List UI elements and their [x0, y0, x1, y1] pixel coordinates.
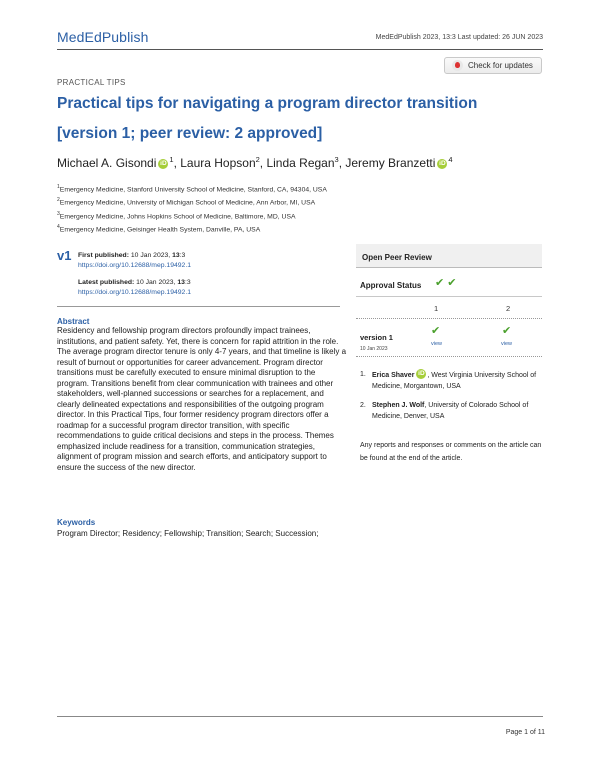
orcid-icon[interactable]: iD — [439, 160, 446, 167]
article-title: Practical tips for navigating a program director transition — [57, 95, 478, 112]
reviewer-number: 2. — [360, 402, 366, 409]
keywords-heading: Keywords — [57, 518, 96, 527]
reviewer-name[interactable]: Stephen J. Wolf — [372, 402, 425, 409]
reviewer-number: 1. — [360, 371, 366, 378]
reviewer-details — [372, 400, 542, 422]
affiliations — [57, 182, 327, 235]
footer-divider — [57, 716, 543, 717]
table-divider — [356, 318, 542, 319]
reviewer-2-view-link[interactable]: view — [501, 341, 513, 347]
panel-divider — [356, 296, 542, 297]
reports-note: Any reports and responses or comments on the article can be found at the end of the article. — [360, 442, 542, 462]
reviewer-list — [360, 369, 542, 430]
check-for-updates-label: Check for updates — [468, 61, 533, 70]
latest-published-doi-link[interactable]: https://doi.org/10.12688/mep.19492.1 — [78, 288, 191, 296]
affiliation-text: Emergency Medicine, Stanford University School of Medicine, Stanford, CA, 94304, USA — [59, 186, 327, 194]
first-published-label: First published: — [78, 252, 129, 259]
orcid-icon[interactable]: iD — [418, 370, 425, 377]
reviewer-name[interactable]: Erica Shaver — [372, 372, 415, 379]
affiliation-marker: 1 — [57, 184, 60, 190]
reviewer-2-approved-icon: ✔ — [502, 325, 512, 337]
affiliation-text: Emergency Medicine, University of Michigan School of Medicine, Ann Arbor, MI, USA — [59, 199, 316, 207]
affiliation-text: Emergency Medicine, Geisinger Health System, Danville, PA, USA — [59, 226, 261, 234]
latest-published-issue: :3 — [184, 279, 191, 286]
reviewer-item — [360, 400, 542, 422]
journal-citation: MedEdPublish 2023, 13:3 Last updated: 26 JUN 2023 — [375, 34, 543, 41]
affiliation-line — [57, 182, 327, 195]
affiliation-marker: 3 — [57, 210, 60, 217]
author-affiliation-marker: 3 — [334, 155, 339, 164]
header-divider — [57, 49, 543, 50]
reviewer-details — [372, 369, 542, 392]
affiliation-marker: 4 — [57, 223, 60, 230]
journal-brand[interactable]: MedEdPublish — [57, 29, 149, 45]
latest-published-label: Latest published: — [78, 279, 135, 286]
author-name[interactable]: Linda Regan — [266, 156, 335, 170]
author-affiliation-marker: 4 — [448, 155, 453, 164]
review-version-date: 10 Jan 2023 — [360, 346, 388, 352]
first-published-volume: 13 — [172, 252, 180, 259]
section-divider — [57, 306, 340, 307]
publication-info — [78, 251, 191, 297]
author-separator: , — [173, 156, 181, 170]
abstract-heading: Abstract — [57, 317, 90, 326]
author-name[interactable]: Laura Hopson — [180, 156, 256, 170]
table-divider — [356, 356, 542, 357]
crossmark-icon — [452, 60, 463, 71]
first-published-date: 10 Jan 2023, — [128, 252, 173, 259]
orcid-icon[interactable]: iD — [160, 160, 167, 167]
author-separator: , — [338, 156, 346, 170]
open-peer-review-heading: Open Peer Review — [356, 244, 542, 267]
reviewer-1-approved-icon: ✔ — [431, 325, 441, 337]
author-name[interactable]: Jeremy Branzetti — [345, 156, 436, 170]
article-type: PRACTICAL TIPS — [57, 78, 126, 87]
approval-status-label: Approval Status — [360, 281, 422, 290]
reviewer-column-1: 1 — [434, 304, 439, 313]
author-affiliation-marker: 1 — [169, 155, 174, 164]
reviewer-1-view-link[interactable]: view — [431, 341, 443, 347]
keywords-text: Program Director; Residency; Fellowship; Transition; Search; Succession; — [57, 529, 319, 538]
panel-divider — [356, 267, 542, 268]
first-published-issue: :3 — [179, 252, 186, 259]
review-version-label: version 1 — [360, 333, 393, 342]
approved-check-icons: ✔ ✔ — [435, 277, 457, 289]
reviewer-affiliation: , University of Colorado School of Medicine, Denver, USA — [372, 402, 529, 420]
abstract-text: Residency and fellowship program directors profoundly impact trainees, institutions, and patient safety. Yet, there is concern for rapid attrition in the role. The average program director tenure is only 4-7 years, and that timeline is likely a result of burnout or opportunities for career advancement. Program director transitions must be carefully executed to ensure minimal disruption to the program. Transitions benefit from clear communication with trainees and other stakeholders, well-planned successions or searches for a replacement, and clearly delineated expectations and responsibilities of the outgoing program director. In this Practical Tips, four former residency program directors offer a roadmap for a successful program director transition, with specific recommendations to guide critical decisions and steps in the process. Themes emphasized include readiness for a transition, communication strategies, alignment of program mission and search efforts, and anticipatory support to ensure the success of the new director. — [57, 326, 347, 472]
affiliation-text: Emergency Medicine, Johns Hopkins School of Medicine, Baltimore, MD, USA — [59, 212, 296, 220]
article-version: [version 1; peer review: 2 approved] — [57, 125, 323, 142]
check-for-updates-button[interactable] — [444, 57, 542, 74]
version-badge: v1 — [57, 248, 72, 263]
reviewer-affiliation: , West Virginia University School of Medicine, Morgantown, USA — [372, 372, 537, 390]
affiliation-line — [57, 222, 327, 235]
affiliation-line — [57, 195, 327, 208]
author-name[interactable]: Michael A. Gisondi — [57, 156, 157, 170]
latest-published-date: 10 Jan 2023, — [134, 279, 178, 286]
affiliation-line — [57, 209, 327, 222]
affiliation-marker: 2 — [57, 197, 60, 204]
author-list — [57, 155, 453, 170]
first-published-doi-link[interactable]: https://doi.org/10.12688/mep.19492.1 — [78, 261, 191, 269]
author-affiliation-marker: 2 — [255, 155, 260, 164]
reviewer-column-2: 2 — [506, 304, 511, 313]
latest-published-volume: 13 — [177, 279, 185, 286]
author-separator: , — [259, 156, 267, 170]
page-number: Page 1 of 11 — [505, 729, 545, 736]
reviewer-item — [360, 369, 542, 392]
